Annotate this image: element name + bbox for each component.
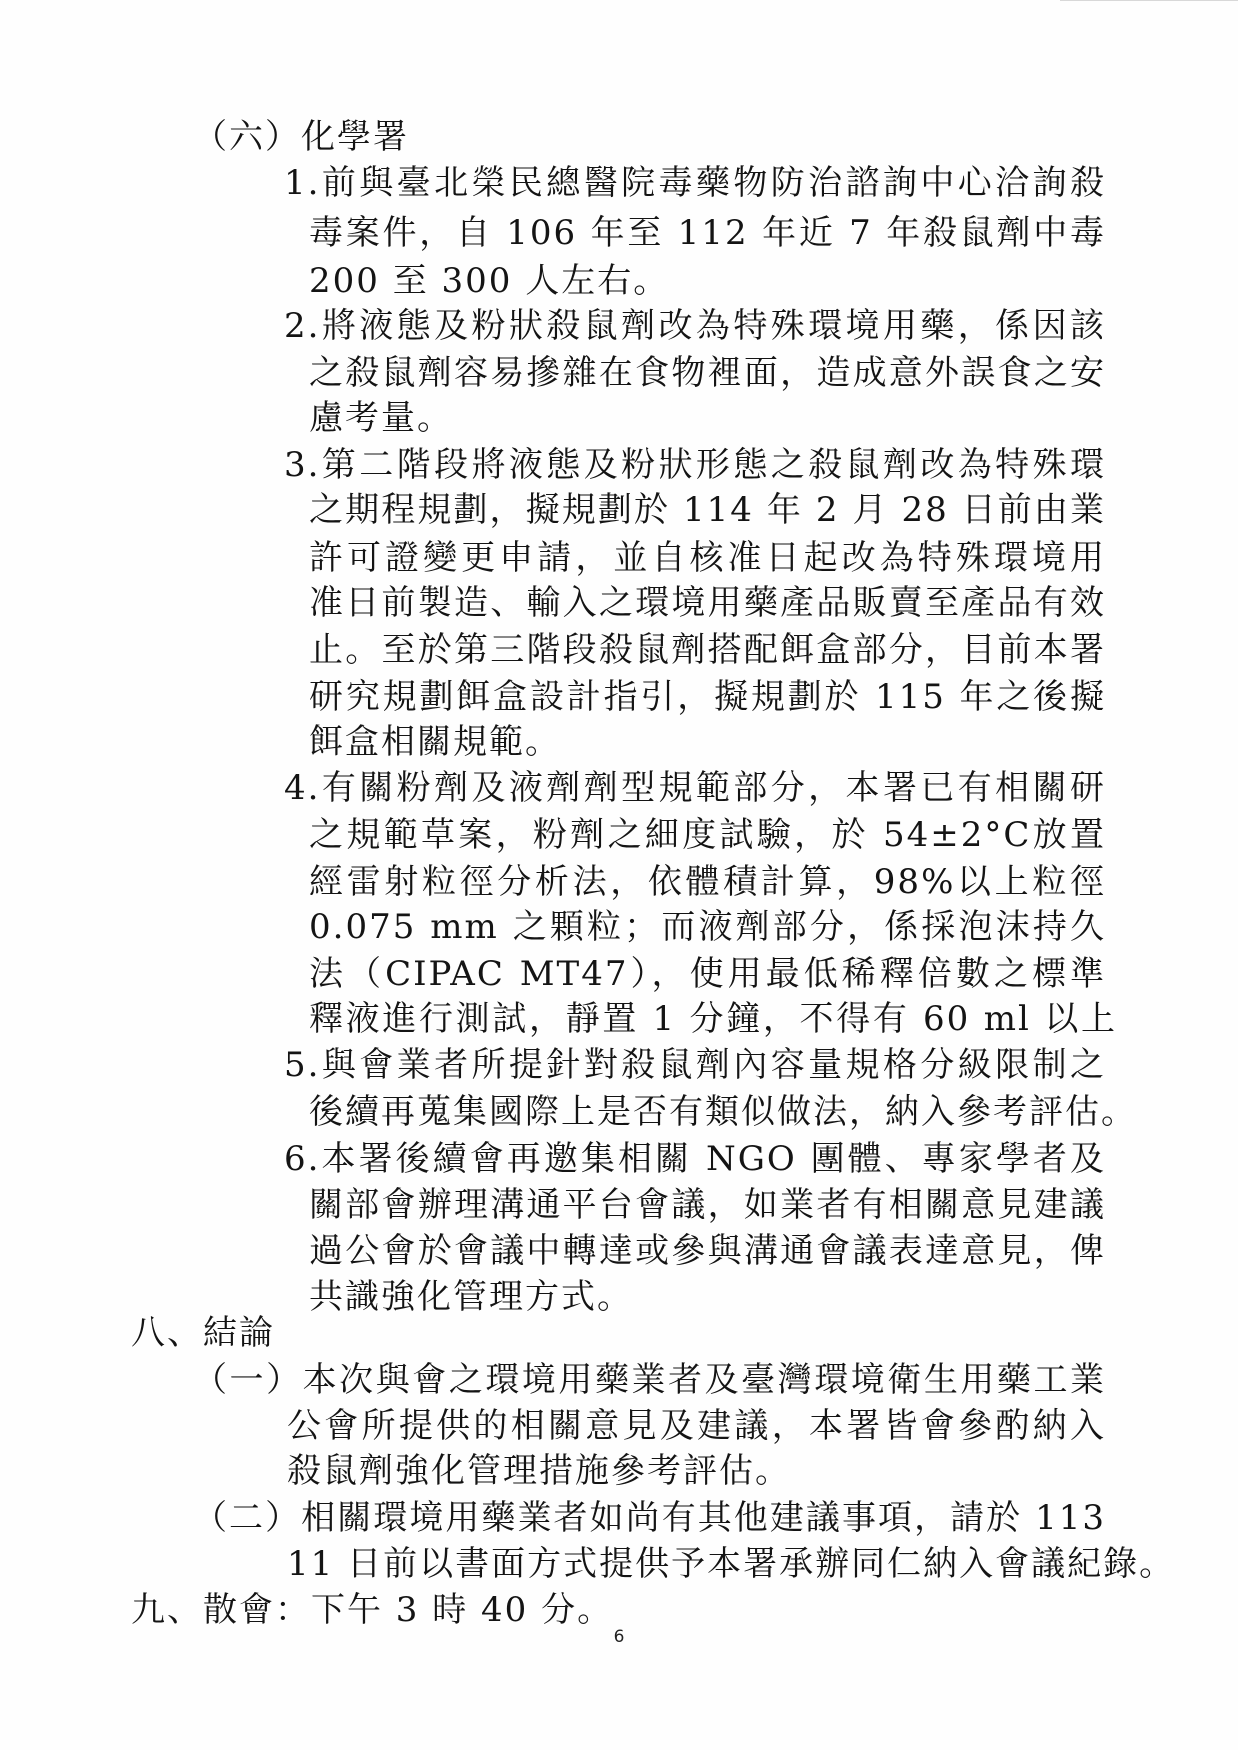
- item-line: 後續再蒐集國際上是否有類似做法，納入參考評估。: [309, 1092, 1137, 1132]
- item-line: 許可證變更申請，並自核准日起改為特殊環境用: [309, 538, 1106, 578]
- item-line: 過公會於會議中轉達或參與溝通會議表達意見，俾: [309, 1231, 1106, 1271]
- item-line: 4.有關粉劑及液劑劑型規範部分，本署已有相關研: [284, 768, 1106, 808]
- item-line: 6.本署後續會再邀集相關 NGO 團體、專家學者及: [284, 1139, 1106, 1179]
- item-line: 慮考量。: [309, 398, 453, 438]
- item-line: 毒案件，自 106 年至 112 年近 7 年殺鼠劑中毒: [309, 213, 1106, 253]
- section-heading: （六）化學署: [193, 117, 409, 157]
- item-line: 5.與會業者所提針對殺鼠劑內容量規格分級限制之: [284, 1045, 1106, 1085]
- item-line: 之期程規劃，擬規劃於 114 年 2 月 28 日前由業: [309, 490, 1106, 530]
- item-line: 1.前與臺北榮民總醫院毒藥物防治諮詢中心洽詢殺: [284, 163, 1106, 203]
- item-line: 3.第二階段將液態及粉狀形態之殺鼠劑改為特殊環: [284, 445, 1106, 485]
- conclusion-heading: 八、結論: [131, 1313, 275, 1353]
- item-line: 之殺鼠劑容易摻雜在食物裡面，造成意外誤食之安: [309, 353, 1106, 393]
- item-line: 止。至於第三階段殺鼠劑搭配餌盒部分，目前本署: [309, 630, 1106, 670]
- item-line: 法（CIPAC MT47），使用最低稀釋倍數之標準: [309, 954, 1106, 994]
- conclusion-line: （一）本次與會之環境用藥業者及臺灣環境衛生用藥工業: [193, 1360, 1106, 1400]
- conclusion-line: （二）相關環境用藥業者如尚有其他建議事項，請於 113: [193, 1498, 1106, 1538]
- item-line: 准日前製造、輸入之環境用藥產品販賣至產品有效: [309, 583, 1106, 623]
- adjourn-line: 九、散會：下午 3 時 40 分。: [131, 1590, 614, 1630]
- scan-mark: [1060, 0, 1238, 1]
- item-line: 共識強化管理方式。: [309, 1277, 633, 1317]
- item-line: 釋液進行測試，靜置 1 分鐘，不得有 60 ml 以上: [309, 999, 1117, 1039]
- page-number: 6: [613, 1627, 625, 1647]
- item-line: 0.075 mm 之顆粒；而液劑部分，係採泡沫持久: [309, 907, 1106, 947]
- conclusion-line: 11 日前以書面方式提供予本署承辦同仁納入會議紀錄。: [287, 1544, 1176, 1584]
- item-line: 2.將液態及粉狀殺鼠劑改為特殊環境用藥，係因該: [284, 306, 1106, 346]
- item-line: 關部會辦理溝通平台會議，如業者有相關意見建議: [309, 1185, 1106, 1225]
- conclusion-line: 殺鼠劑強化管理措施參考評估。: [287, 1451, 791, 1491]
- item-line: 經雷射粒徑分析法，依體積計算，98%以上粒徑: [309, 862, 1106, 902]
- item-line: 200 至 300 人左右。: [309, 261, 670, 301]
- item-line: 研究規劃餌盒設計指引，擬規劃於 115 年之後擬: [309, 677, 1106, 717]
- item-line: 餌盒相關規範。: [309, 722, 561, 762]
- conclusion-line: 公會所提供的相關意見及建議，本署皆會參酌納入: [287, 1406, 1106, 1446]
- item-line: 之規範草案，粉劑之細度試驗，於 54±2°C放置: [309, 815, 1106, 855]
